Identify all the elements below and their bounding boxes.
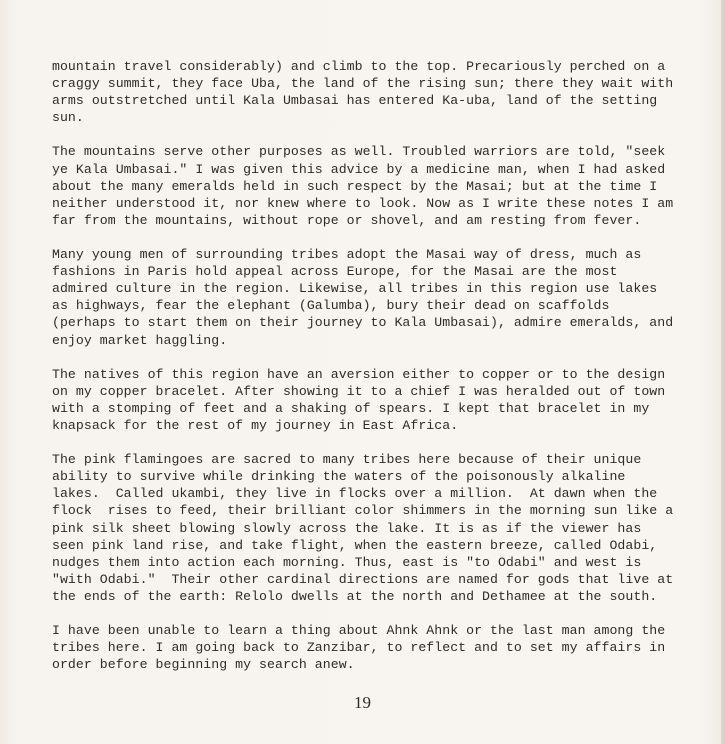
text-line: arms outstretched until Kala Umbasai has entered Ka-uba, land of the setting [52, 93, 658, 109]
text-line: neither understood it, nor knew where to look. Now as I write these notes I am [52, 195, 674, 211]
text-line: seen pink land rise, and take flight, when the eastern breeze, called Odabi, [52, 537, 658, 553]
text-line: I have been unable to learn a thing about Ahnk Ahnk or the last man among the [52, 623, 666, 639]
text-line: nudges them into action each morning. Thus, east is "to Odabi" and west is [52, 554, 642, 570]
text-line: "with Odabi." Their other cardinal directions are named for gods that live at [52, 571, 674, 587]
text-line: on my copper bracelet. After showing it to a chief I was heralded out of town [52, 383, 666, 399]
text-line: (perhaps to start them on their journey to Kala Umbasai), admire emeralds, and [52, 315, 674, 331]
text-line: Many young men of surrounding tribes adopt the Masai way of dress, much as [52, 247, 642, 263]
text-line: order before beginning my search anew. [52, 657, 355, 673]
paragraph-masai-dress [52, 246, 676, 349]
text-line: knapsack for the rest of my journey in East Africa. [52, 417, 459, 433]
paragraph-ahnk-ahnk [52, 622, 676, 673]
text-line: with a stomping of feet and a shaking of spears. I kept that bracelet in my [52, 400, 650, 416]
text-line: pink silk sheet blowing slowly across the lake. It is as if the viewer has [52, 520, 642, 536]
body-text [52, 58, 676, 690]
text-line: enjoy market haggling. [52, 332, 228, 348]
text-line: admired culture in the region. Likewise, all tribes in this region use lakes [52, 281, 658, 297]
text-line: ability to survive while drinking the waters of the poisonously alkaline [52, 469, 626, 485]
text-line: tribes here. I am going back to Zanzibar, to reflect and to set my affairs in [52, 640, 666, 656]
text-line: lakes. Called ukambi, they live in flocks over a million. At dawn when the [52, 486, 658, 502]
page-edge-shadow [721, 0, 725, 744]
paragraph-pink-flamingoes [52, 451, 676, 605]
text-line: fashions in Paris hold appeal across Europe, for the Masai are the most [52, 264, 618, 280]
page-number: 19 [354, 693, 371, 712]
text-line: far from the mountains, without rope or shovel, and am resting from fever. [52, 212, 642, 228]
text-line: ye Kala Umbasai." I was given this advice by a medicine man, when I had asked [52, 161, 666, 177]
text-line: The pink flamingoes are sacred to many tribes here because of their unique [52, 452, 642, 468]
text-line: craggy summit, they face Uba, the land of the rising sun; there they wait with [52, 76, 674, 92]
paragraph-mountains-summit [52, 58, 676, 126]
text-line: the ends of the earth: Relolo dwells at the north and Dethamee at the south. [52, 588, 658, 604]
text-line: about the many emeralds held in such respect by the Masai; but at the time I [52, 178, 658, 194]
text-line: sun. [52, 110, 84, 126]
text-line: The mountains serve other purposes as well. Troubled warriors are told, "seek [52, 144, 666, 160]
text-line: mountain travel considerably) and climb to the top. Precariously perched on a [52, 59, 666, 74]
text-line: as highways, fear the elephant (Galumba), bury their dead on scaffolds [52, 298, 610, 314]
text-line: flock rises to feed, their brilliant color shimmers in the morning sun like a [52, 503, 674, 519]
text-line: The natives of this region have an aversion either to copper or to the design [52, 366, 666, 382]
paragraph-copper-bracelet [52, 366, 676, 434]
paragraph-mountains-purposes [52, 143, 676, 228]
